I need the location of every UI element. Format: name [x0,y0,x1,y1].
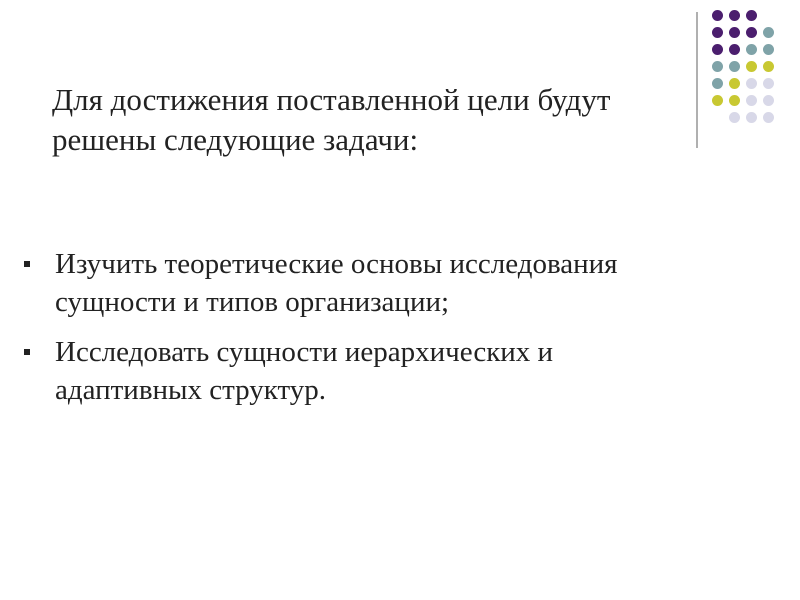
dot-purple [729,44,740,55]
dot-lavender [763,78,774,89]
dot-purple [712,10,723,21]
slide-title: Для достижения поставленной цели будут решены следующие задачи: [52,82,611,157]
dot-olive [729,95,740,106]
dot-teal [763,44,774,55]
list-item [0,333,700,409]
dot-lavender [729,112,740,123]
dot-purple [746,10,757,21]
dot-teal [712,78,723,89]
dot-lavender [746,112,757,123]
dot-purple [712,27,723,38]
dot-lavender [746,95,757,106]
dot-teal [712,61,723,72]
list-item-text: Изучить теоретические основы исследования сущности и типов организации; [55,248,618,318]
dot-lavender [763,112,774,123]
dot-purple [746,27,757,38]
dot-teal [746,44,757,55]
bullet-icon [24,349,30,355]
dot-purple [712,44,723,55]
dot-olive [746,61,757,72]
dot-teal [763,27,774,38]
task-list [0,245,700,421]
dot-olive [763,61,774,72]
dot-olive [712,95,723,106]
dot-teal [729,61,740,72]
dot-purple [729,10,740,21]
decorative-dot-grid [712,10,776,132]
list-item [0,245,700,321]
list-item-text: Исследовать сущности иерархических и адаптивных структур. [55,336,554,406]
dot-olive [729,78,740,89]
bullet-icon [24,261,30,267]
dot-lavender [746,78,757,89]
decorative-vertical-line [696,12,698,148]
dot-lavender [763,95,774,106]
dot-purple [729,27,740,38]
